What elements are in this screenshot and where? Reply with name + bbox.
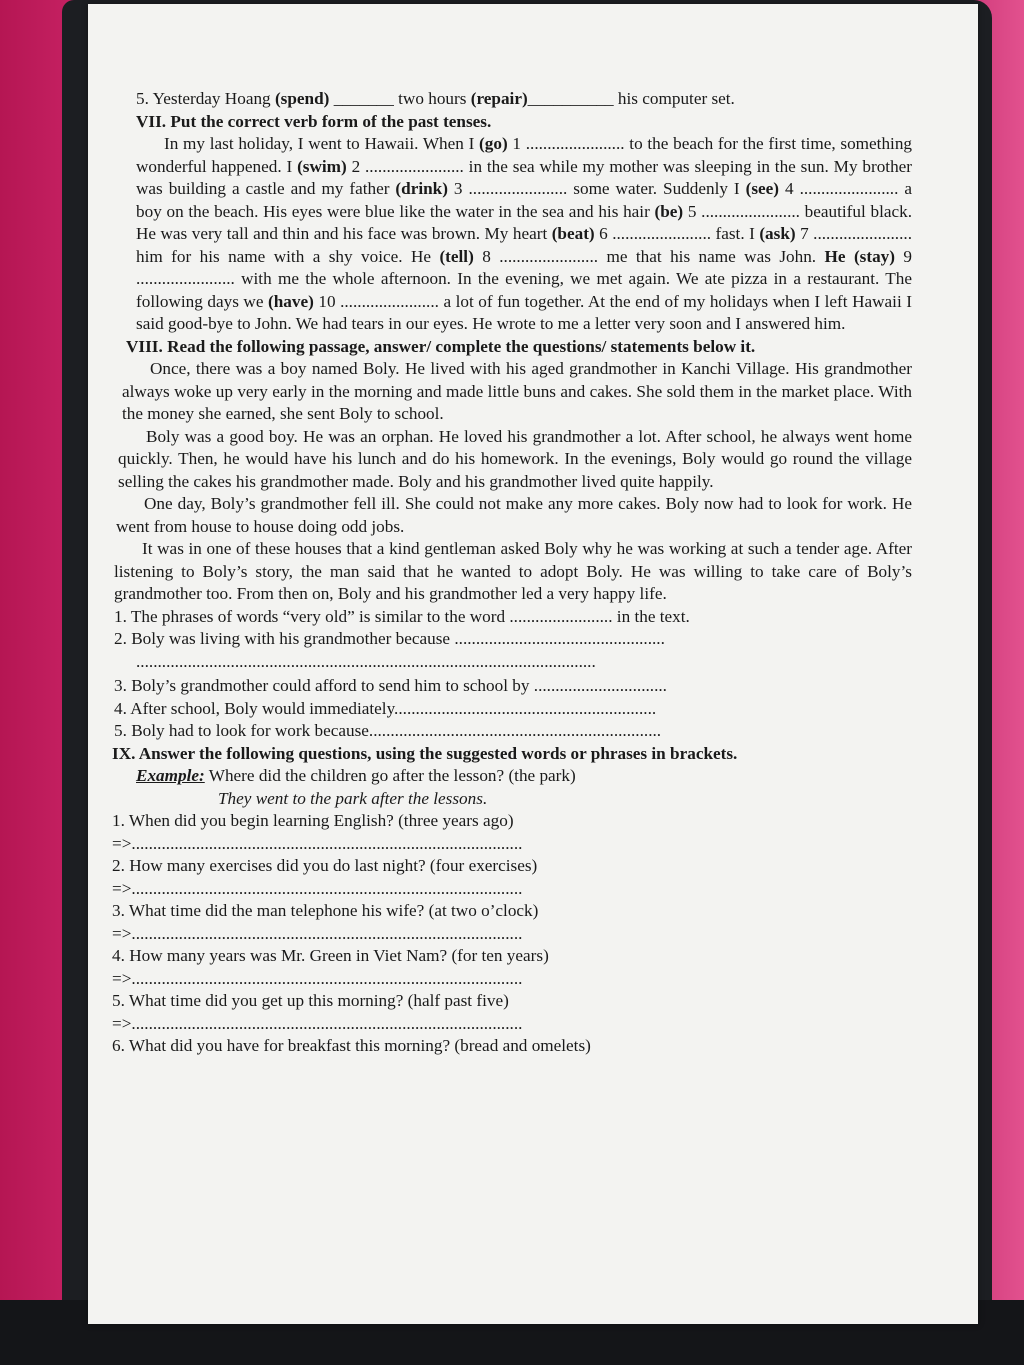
answer-dots: ........................................................................................... xyxy=(131,833,523,853)
comprehension-question: 3. Boly’s grandmother could afford to send him to school by ............................... xyxy=(114,676,667,695)
verb-hint: (go) xyxy=(479,134,508,153)
item-text: his computer set. xyxy=(617,89,735,108)
answer-dots: ........................................................................................... xyxy=(131,878,523,898)
answer-dots: ........................................................................................... xyxy=(131,1013,523,1033)
question: 2. How many exercises did you do last night? (four exercises) xyxy=(112,856,538,875)
verb-hint: (repair) xyxy=(470,89,528,108)
example-question xyxy=(112,765,912,788)
section-viii-heading: VIII. Read the following passage, answer/ complete the questions/ statements below it. xyxy=(126,336,756,356)
exercise-item-5 xyxy=(112,88,912,111)
passage-text: 9 ....................... with me the whole afternoon. In the evening, we met again. We ate pizza in a restaurant. The following days we xyxy=(136,246,913,311)
item-text: Yesterday Hoang xyxy=(152,89,275,108)
arrow-prefix: => xyxy=(112,923,132,943)
passage-text: 5 ....................... beautiful black. He was very tall and thin and his face was brown. My heart xyxy=(136,201,912,243)
comprehension-question: 1. The phrases of words “very old” is similar to the word ........................ in the text. xyxy=(114,606,690,626)
item-number: 5. xyxy=(136,89,149,108)
item-text: two hours xyxy=(398,89,471,108)
verb-hint: (see) xyxy=(745,179,780,198)
answer-line xyxy=(112,923,912,946)
example-text: Where did the children go after the lesson? (the park) xyxy=(204,766,576,785)
question: 1. When did you begin learning English? (three years ago) xyxy=(112,811,514,830)
passage-paragraph: Boly was a good boy. He was an orphan. He loved his grandmother a lot. After school, he always went home quickly. Then, he would have his lunch and do his homework. In the evenings, Boly would go round the village selling the cakes his grandmother made. Boly and his grandmother lived quite happily. xyxy=(118,426,912,491)
section-vii-heading: VII. Put the correct verb form of the past tenses. xyxy=(136,111,492,131)
verb-hint: He (stay) xyxy=(824,246,895,266)
verb-hint: (tell) xyxy=(439,246,474,266)
answer-dots: ........................................................................................... xyxy=(131,968,523,988)
question: 4. How many years was Mr. Green in Viet Nam? (for ten years) xyxy=(112,946,549,965)
question: 5. What time did you get up this morning? (half past five) xyxy=(112,991,509,1010)
answer-line xyxy=(112,833,912,856)
example-answer: They went to the park after the lessons. xyxy=(218,788,488,808)
answer-blank: _______ xyxy=(329,89,399,108)
passage-text: 10 ....................... a lot of fun together. At the end of my holidays when I left Hawaii I said good-bye to John. We had tears in our eyes. He wrote to me a letter very soon and I answered him. xyxy=(136,291,912,333)
verb-hint: (drink) xyxy=(395,179,448,198)
verb-hint: (swim) xyxy=(297,156,347,176)
passage-text: 4 ....................... a boy on the beach. His eyes were blue like the water in the sea and his hair xyxy=(136,179,912,221)
verb-hint: (have) xyxy=(268,291,314,311)
passage-paragraph: Once, there was a boy named Boly. He lived with his aged grandmother in Kanchi Village. His grandmother always woke up very early in the morning and made little buns and cakes. She sold them in the market place. With the money she earned, she sent Boly to school. xyxy=(122,359,912,423)
comprehension-question: 4. After school, Boly would immediately............................................................. xyxy=(114,698,657,718)
comprehension-question: 2. Boly was living with his grandmother because ................................................. xyxy=(114,629,665,648)
verb-hint: (ask) xyxy=(759,224,796,243)
passage-paragraph: It was in one of these houses that a kind gentleman asked Boly why he was working at such a tender age. After listening to Boly’s story, the man said that he wanted to adopt Boly. He was willing to take care of Boly’s grandmother too. From then on, Boly and his grandmother led a very happy life. xyxy=(114,539,912,603)
verb-hint: (be) xyxy=(654,201,684,221)
verb-hint: (beat) xyxy=(551,224,595,243)
passage-text: 6 ....................... fast. I xyxy=(594,224,760,243)
arrow-prefix: => xyxy=(112,1013,132,1033)
section-ix-heading: IX. Answer the following questions, using the suggested words or phrases in brackets. xyxy=(112,743,738,763)
passage-text: 8 ....................... me that his name was John. xyxy=(473,246,825,266)
arrow-prefix: => xyxy=(112,968,132,988)
comprehension-question: 5. Boly had to look for work because.................................................................... xyxy=(114,721,662,740)
answer-line xyxy=(112,968,912,991)
answer-line xyxy=(112,878,912,901)
passage-text: 3 ....................... some water. Suddenly I xyxy=(447,179,746,198)
section-vii-passage xyxy=(112,133,912,336)
answer-blank: __________ xyxy=(527,89,618,108)
answer-line xyxy=(112,1013,912,1036)
passage-text: 1 ....................... to the beach for the first time, something wonderful happened. I xyxy=(136,134,913,176)
arrow-prefix: => xyxy=(112,878,132,898)
worksheet-content xyxy=(112,88,912,1058)
arrow-prefix: => xyxy=(112,833,132,853)
answer-extra-line: ........................................................................................................... xyxy=(136,651,596,671)
passage-paragraph: One day, Boly’s grandmother fell ill. She could not make any more cakes. Boly now had to look for work. He went from house to house doing odd jobs. xyxy=(116,494,912,536)
answer-dots: ........................................................................................... xyxy=(131,923,523,943)
passage-text: 7 ....................... him for his name with a shy voice. He xyxy=(136,224,912,266)
passage-text: In my last holiday, I went to Hawaii. When I xyxy=(164,134,480,153)
verb-hint: (spend) xyxy=(274,89,330,108)
example-label: Example: xyxy=(136,766,205,785)
question: 3. What time did the man telephone his wife? (at two o’clock) xyxy=(112,901,539,920)
passage-text: 2 ....................... in the sea while my mother was sleeping in the sun. My brother was building a castle and my father xyxy=(136,156,913,198)
question: 6. What did you have for breakfast this morning? (bread and omelets) xyxy=(112,1036,591,1055)
